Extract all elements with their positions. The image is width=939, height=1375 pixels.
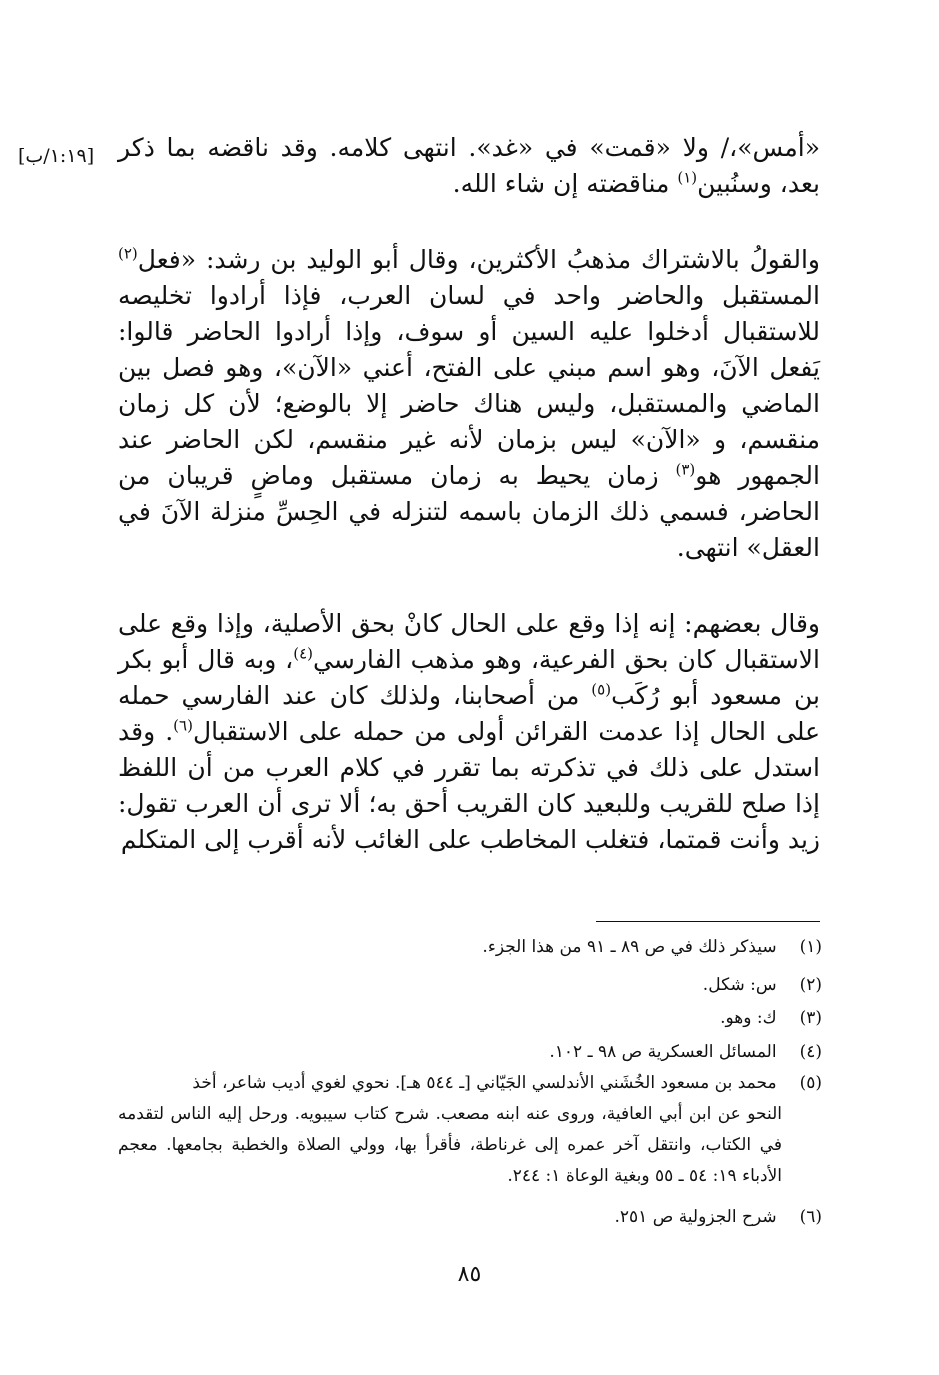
footnote-continuation: النحو عن ابن أبي العافية، وروى عنه ابنه مصعب. شرح كتاب سيبويه. ورحل إليه الناس لتقدمه في الكتاب، وانتقل آخر عمره إلى غرناطة، فأقرأ بها، وولي الصلاة والخطبة بجامعها. معجم الأدباء ١٩: ٥٤ ـ ٥٥ وبغية الوعاة ١: ٢٤٤. xyxy=(118,1104,782,1186)
paragraph-2-text-c: زمان يحيط به زمان مستقبل وماضٍ قريبان من الحاضر، فسمي ذلك الزمان باسمه لتنزله في الحِسِّ منزلة الآنَ في العقل» انتهى. xyxy=(118,461,820,562)
footnote-text: محمد بن مسعود الخُشَني الأندلسي الجَيّاني [ـ ٥٤٤ هـ]. نحوي لغوي أديب شاعر، أخذ xyxy=(192,1073,777,1093)
footnote-number: (١) xyxy=(799,937,822,957)
footnote-text: سيذكر ذلك في ص ٨٩ ـ ٩١ من هذا الجزء. xyxy=(482,937,777,957)
footnote-text: ك: وهو. xyxy=(720,1008,777,1028)
footnote-1 xyxy=(118,932,822,963)
footnote-text: س: شكل. xyxy=(702,975,777,995)
paragraph-3-text-b: ، وبه قال أبو بكر بن مسعود أبو رُكَب xyxy=(118,645,820,710)
footnote-separator xyxy=(596,921,820,922)
footnote-text: المسائل العسكرية ص ٩٨ ـ ١٠٢. xyxy=(549,1042,777,1062)
footnote-4 xyxy=(118,1037,822,1068)
footnote-number: (٦) xyxy=(799,1207,822,1227)
footnote-number: (٥) xyxy=(799,1073,822,1093)
footnote-ref-5: (٥) xyxy=(591,680,612,699)
paragraph-2 xyxy=(118,242,820,566)
page-number: ٨٥ xyxy=(457,1262,482,1287)
paragraph-1-end: مناقضته إن شاء الله. xyxy=(452,169,678,198)
footnote-number: (٤) xyxy=(799,1042,822,1062)
footnote-ref-3: (٣) xyxy=(675,460,696,479)
footnote-ref-6: (٦) xyxy=(173,716,193,735)
footnote-ref-4: (٤) xyxy=(293,644,314,663)
footnote-6 xyxy=(118,1202,822,1233)
paragraph-2-text-b: المستقبل والحاضر واحد في لسان العرب، فإذا أرادوا تخليصه للاستقبال أدخلوا عليه السين أو سوف، وإذا أرادوا الحاضر قالوا: يَفعل الآنَ، وهو اسم مبني على الفتح، أعني «الآن»، وهو فصل بين الماضي والمستقبل، وليس هناك حاضر إلا بالوضع؛ لأن كل زمان منقسم، و «الآن» ليس بزمان لأنه غير منقسم، لكن الحاضر عند الجمهور هو xyxy=(118,281,821,490)
footnote-ref-2: (٢) xyxy=(118,244,138,263)
paragraph-1-text: «أمس»،/ ولا «قمت» في «غد». انتهى كلامه. وقد ناقضه بما ذكر بعد، وسنُبين xyxy=(118,133,820,198)
paragraph-2-text-a: والقولُ بالاشتراك مذهبُ الأكثرين، وقال أبو الوليد بن رشد: «فعل xyxy=(137,245,820,274)
footnote-ref-1: (١) xyxy=(677,168,698,187)
footnote-5 xyxy=(118,1068,822,1192)
manuscript-folio-ref: [١:١٩/ب] xyxy=(18,145,95,167)
footnote-2 xyxy=(118,970,822,1001)
paragraph-3-text-d: . وقد استدل على ذلك في تذكرته بما تقرر في كلام العرب من أن اللفظ إذا صلح للقريب وللبعيد كان القريب أحق به؛ ألا ترى أن العرب تقول: زيد وأنت قمتما، فتغلب المخاطب على الغائب لأنه أقرب إلى المتكلم xyxy=(118,717,820,854)
paragraph-3-text-a: وقال بعضهم: إنه إذا وقع على الحال كانْ بحق الأصلية، وإذا وقع على الاستقبال كان بحق الفرعية، وهو مذهب الفارسي xyxy=(118,609,820,674)
paragraph-1 xyxy=(18,130,820,202)
footnote-number: (٣) xyxy=(799,1008,822,1028)
footnote-number: (٢) xyxy=(799,975,822,995)
paragraph-3-text-c: من أصحابنا، ولذلك كان عند الفارسي حمله على الحال إذا عدمت القرائن أولى من حمله على الاستقبال xyxy=(118,681,821,746)
footnote-text: شرح الجزولية ص ٢٥١. xyxy=(614,1207,777,1227)
footnote-3 xyxy=(118,1003,822,1034)
paragraph-3 xyxy=(118,606,820,858)
